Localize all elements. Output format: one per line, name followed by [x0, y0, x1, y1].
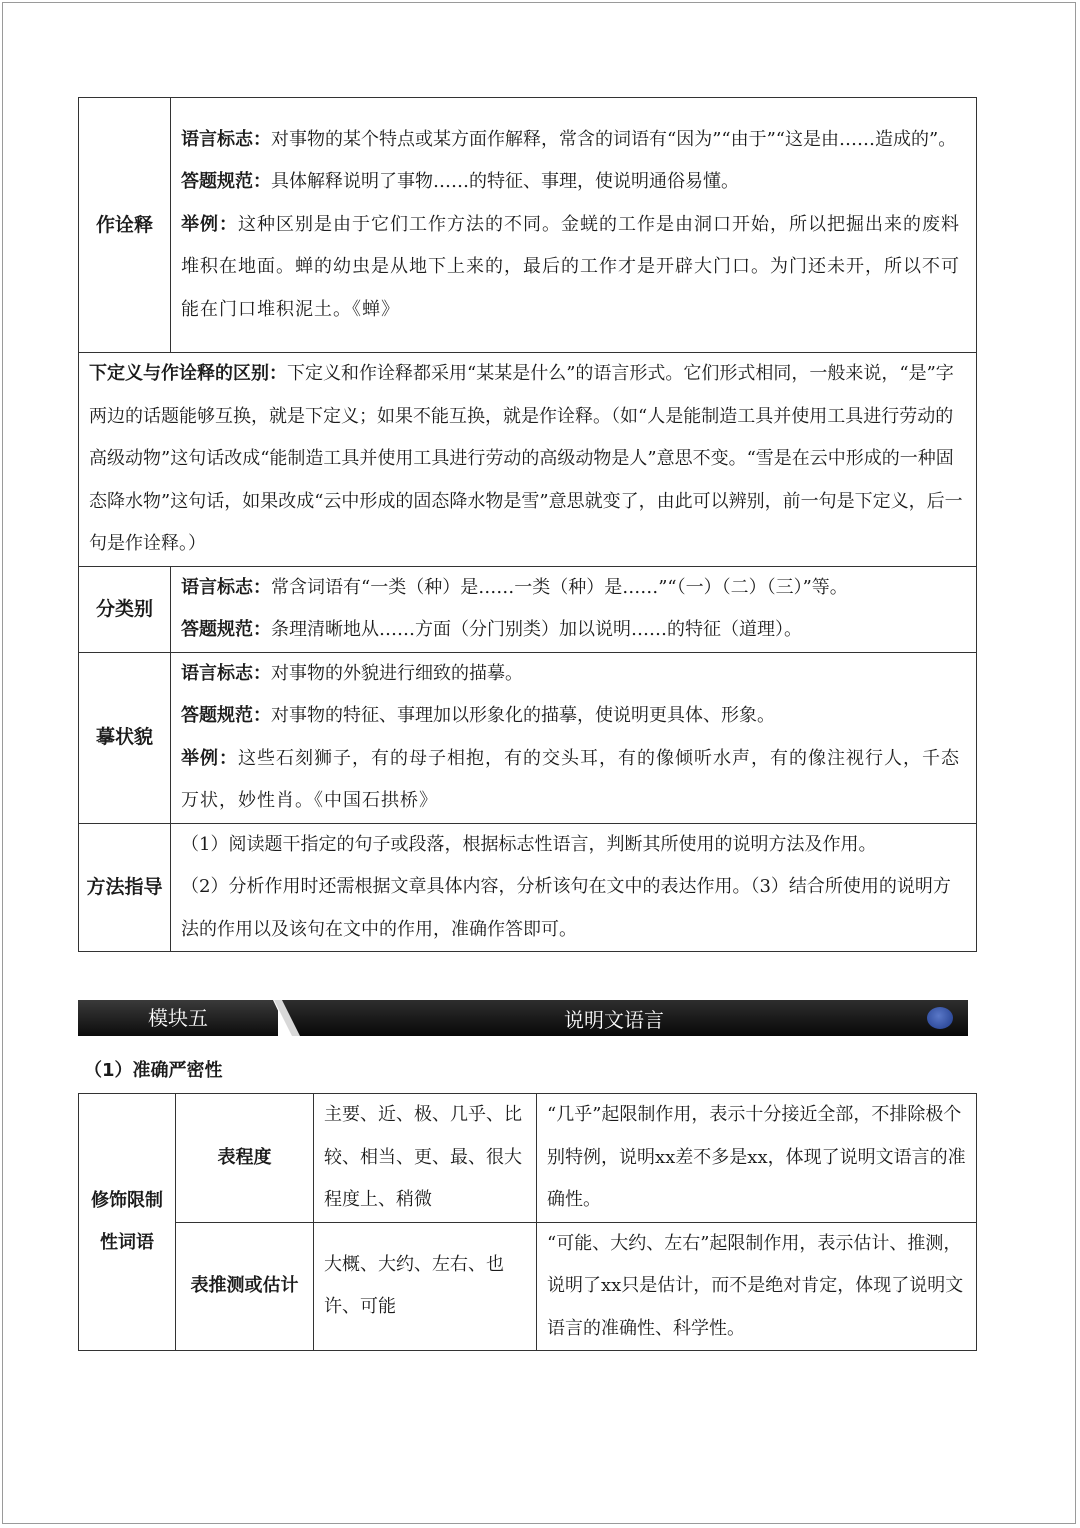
- method-table: [78, 97, 977, 952]
- text-line: [181, 567, 968, 610]
- module-label: 模块五: [148, 1006, 208, 1030]
- section-heading: （1）准确严密性: [84, 1060, 223, 1081]
- line-lead: 语言标志：: [181, 128, 271, 150]
- text-line: [181, 609, 968, 652]
- row-content: [171, 823, 977, 952]
- line-text: 对事物的某个特点或某方面作解释，常含的词语有“因为”“由于”“这是由……造成的”。: [271, 128, 957, 150]
- line-text: 常含词语有“一类（种）是……一类（种）是……”“（一）（二）（三）”等。: [271, 576, 848, 598]
- table-row: [79, 353, 977, 567]
- table-row: [79, 1222, 977, 1351]
- text-line: [181, 653, 968, 696]
- row-content: [171, 566, 977, 652]
- row-label: 分类别: [79, 566, 171, 652]
- category-cell: 修饰限制性词语: [79, 1094, 176, 1351]
- explain-cell: “可能、大约、左右”起限制作用，表示估计、推测，说明了xx只是估计，而不是绝对肯定，体现了说明文语言的准确性、科学性。: [537, 1222, 977, 1351]
- table-row: [79, 1094, 977, 1223]
- text-line: [181, 119, 968, 162]
- module-banner: [78, 1000, 968, 1036]
- language-table: [78, 1093, 977, 1351]
- line-text: 对事物的特征、事理加以形象化的描摹，使说明更具体、形象。: [271, 705, 775, 726]
- row-label: 方法指导: [79, 823, 171, 952]
- line-lead: 下定义与作诠释的区别：: [89, 363, 287, 384]
- line-text: 这些石刻狮子，有的母子相抱，有的交头耳，有的像倾听水声，有的像注视行人，千态万状，妙性肖。《中国石拱桥》: [181, 747, 960, 811]
- row-content: [79, 353, 977, 567]
- words-cell: 主要、近、极、几乎、比较、相当、更、最、很大程度上、稍微: [314, 1094, 537, 1223]
- line-lead: 举例：: [181, 747, 238, 769]
- module-title: 说明文语言: [564, 1008, 664, 1032]
- circle-icon: [927, 1007, 953, 1029]
- line-text: 下定义和作诠释都采用“某某是什么”的语言形式。它们形式相同，一般来说，“是”字两边的话题能够互换，就是下定义；如果不能互换，就是作诠释。（如“人是能制造工具并使用工具进行劳动的高级动物”这句话改成“能制造工具并使用工具进行劳动的高级动物是人”意思不变。“雪是在云中形成的一种固态降水物”这句话，如果改成“云中形成的固态降水物是雪”意思就变了，由此可以辨别，前一句是下定义，后一句是作诠释。）: [89, 363, 963, 554]
- line-lead: 举例：: [181, 213, 238, 235]
- text-line: （1）阅读题干指定的句子或段落，根据标志性语言，判断其所使用的说明方法及作用。: [181, 833, 877, 855]
- line-text: 具体解释说明了事物……的特征、事理，使说明通俗易懂。: [271, 171, 739, 193]
- text-line: [181, 738, 968, 823]
- subcategory-cell: 表推测或估计: [176, 1222, 314, 1351]
- row-content: [171, 652, 977, 823]
- words-cell: 大概、大约、左右、也许、可能: [314, 1222, 537, 1351]
- line-lead: 答题规范：: [181, 619, 271, 640]
- text-line: [181, 204, 968, 332]
- line-lead: 语言标志：: [181, 662, 271, 684]
- line-lead: 语言标志：: [181, 576, 271, 598]
- line-text: 对事物的外貌进行细致的描摹。: [271, 662, 523, 684]
- table-row: [79, 823, 977, 952]
- line-text: 这种区别是由于它们工作方法的不同。金蜣的工作是由洞口开始，所以把掘出来的废料堆积在地面。蝉的幼虫是从地下上来的，最后的工作才是开辟大门口。为门还未开，所以不可能在门口堆积泥土。《蝉》: [181, 213, 960, 320]
- text-line: [181, 695, 968, 738]
- row-content: [171, 98, 977, 353]
- text-line: [181, 161, 968, 204]
- line-lead: 答题规范：: [181, 171, 271, 193]
- line-text: 条理清晰地从……方面（分门别类）加以说明……的特征（道理）。: [271, 619, 802, 640]
- text-line: （2）分析作用时还需根据文章具体内容，分析该句在文中的表达作用。（3）结合所使用的说明方法的作用以及该句在文中的作用，准确作答即可。: [181, 876, 951, 940]
- table-row: [79, 652, 977, 823]
- row-label: 作诠释: [79, 98, 171, 353]
- line-lead: 答题规范：: [181, 705, 271, 726]
- row-label: 摹状貌: [79, 652, 171, 823]
- table-row: [79, 98, 977, 353]
- table-row: [79, 566, 977, 652]
- subcategory-cell: 表程度: [176, 1094, 314, 1223]
- explain-cell: “几乎”起限制作用，表示十分接近全部，不排除极个别特例，说明xx差不多是xx，体现了说明文语言的准确性。: [537, 1094, 977, 1223]
